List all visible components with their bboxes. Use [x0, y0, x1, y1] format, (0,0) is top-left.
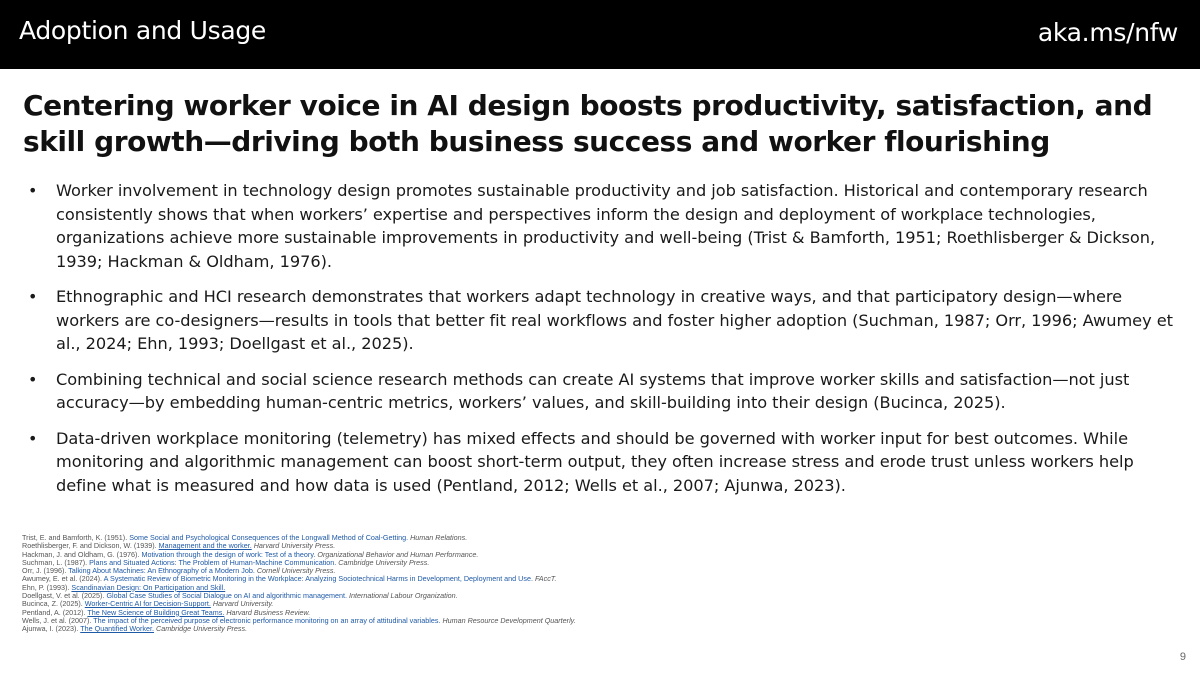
reference-title: Plans and Situated Actions: The Problem of Human-Machine Communication. [89, 557, 337, 567]
reference-authors: Pentland, A. (2012). [22, 607, 86, 617]
slide-headline: Centering worker voice in AI design boosts productivity, satisfaction, and skill growth—driving both business success and worker flourishing [23, 89, 1153, 158]
bullet-item [26, 368, 1176, 415]
reference-link[interactable]: Management and the worker. [158, 541, 252, 551]
reference-source: Harvard University Press. [253, 541, 336, 551]
reference-title: Some Social and Psychological Consequences of the Longwall Method of Coal-Getting. [129, 533, 409, 542]
reference-source: Cornell University Press. [256, 566, 336, 576]
bullet-item [26, 285, 1176, 356]
reference-authors: Bucinca, Z. (2025). [22, 599, 83, 609]
bullet-text: Ethnographic and HCI research demonstrates that workers adapt technology in creative ways, and that participatory design—where workers are co-designers—results in tools that better fit real workflows and foster higher adoption (Suchman, 1987; Orr, 1996; Awumey et al., 2024; Ehn, 1993; Doellgast et al., 2025). [56, 287, 1173, 353]
reference-source: Cambridge University Press. [338, 557, 430, 567]
reference-source: Cambridge University Press. [156, 624, 248, 634]
bullet-item [26, 179, 1176, 273]
reference-title: The impact of the perceived purpose of electronic performance monitoring on an array of attitudinal variables. [93, 615, 441, 625]
reference-source: International Labour Organization. [348, 591, 458, 601]
reference-link[interactable]: Scandinavian Design: On Participation and Skill. [71, 582, 226, 592]
bullet-list [26, 179, 1176, 509]
header-bar [0, 0, 1200, 69]
reference-link[interactable]: The Quantified Worker. [80, 624, 154, 634]
bullet-icon: • [28, 428, 38, 448]
bullet-item [26, 427, 1176, 498]
reference-authors: Doellgast, V. et al. (2025). [22, 591, 105, 601]
short-link: aka.ms/nfw [1037, 18, 1178, 47]
reference-link[interactable]: The New Science of Building Great Teams. [87, 607, 225, 617]
reference-link[interactable]: Worker-Centric AI for Decision-Support. [84, 599, 211, 609]
reference-source: Human Relations. [410, 533, 468, 542]
reference-authors: Hackman, J. and Oldham, G. (1976). [22, 549, 140, 559]
reference-source: Harvard Business Review. [226, 607, 311, 617]
reference-title: Motivation through the design of work: Test of a theory. [141, 549, 316, 559]
bullet-icon: • [28, 369, 38, 389]
reference-source: FAccT. [534, 574, 557, 584]
reference-list [22, 534, 1022, 634]
reference-authors: Ajunwa, I. (2023). [22, 624, 79, 634]
bullet-text: Combining technical and social science research methods can create AI systems that improve worker skills and satisfaction—not just accuracy—by embedding human-centric metrics, workers’ values, and skill-building into their design (Bucinca, 2025). [56, 369, 1130, 412]
reference-authors: Orr, J. (1996). [22, 566, 67, 576]
bullet-icon: • [28, 181, 38, 200]
reference-authors: Awumey, E. et al. (2024). [22, 574, 103, 584]
reference-title: Global Case Studies of Social Dialogue on AI and algorithmic management. [106, 591, 347, 601]
bullet-text: Worker involvement in technology design promotes sustainable productivity and job satisfaction. Historical and contemporary research consistently shows that when workers’ expertise and perspectives inform the design and deployment of workplace technologies, organizations achieve more sustainable improvements in productivity and well-being (Trist & Bamforth, 1951; Roethlisberger & Dickson, 1939; Hackman & Oldham, 1976). [56, 181, 1156, 271]
reference-authors: Trist, E. and Bamforth, K. (1951). [22, 533, 128, 542]
reference-title: Talking About Machines: An Ethnography of a Modern Job. [68, 566, 255, 576]
reference-authors: Ehn, P. (1993). [22, 582, 70, 592]
reference-source: Organizational Behavior and Human Performance. [317, 549, 479, 559]
reference-authors: Suchman, L. (1987). [22, 557, 88, 567]
section-title: Adoption and Usage [19, 16, 267, 45]
reference-item [22, 625, 1022, 633]
reference-authors: Wells, J. et al. (2007). [22, 615, 92, 625]
bullet-text: Data-driven workplace monitoring (telemetry) has mixed effects and should be governed with worker input for best outcomes. While monitoring and algorithmic management can boost short-term output, they often increase stress and erode trust unless workers help define what is measured and how data is used (Pentland, 2012; Wells et al., 2007; Ajunwa, 2023). [56, 428, 1134, 495]
bullet-icon: • [28, 287, 38, 306]
reference-source: Human Resource Development Quarterly. [442, 615, 576, 625]
reference-source: Harvard University. [212, 599, 274, 609]
reference-authors: Roethlisberger, F. and Dickson, W. (1939). [22, 541, 157, 551]
reference-title: A Systematic Review of Biometric Monitoring in the Workplace: Analyzing Sociotechnical Harms in Development, Deployment and Use. [103, 574, 533, 584]
page-number: 9 [1179, 651, 1186, 663]
